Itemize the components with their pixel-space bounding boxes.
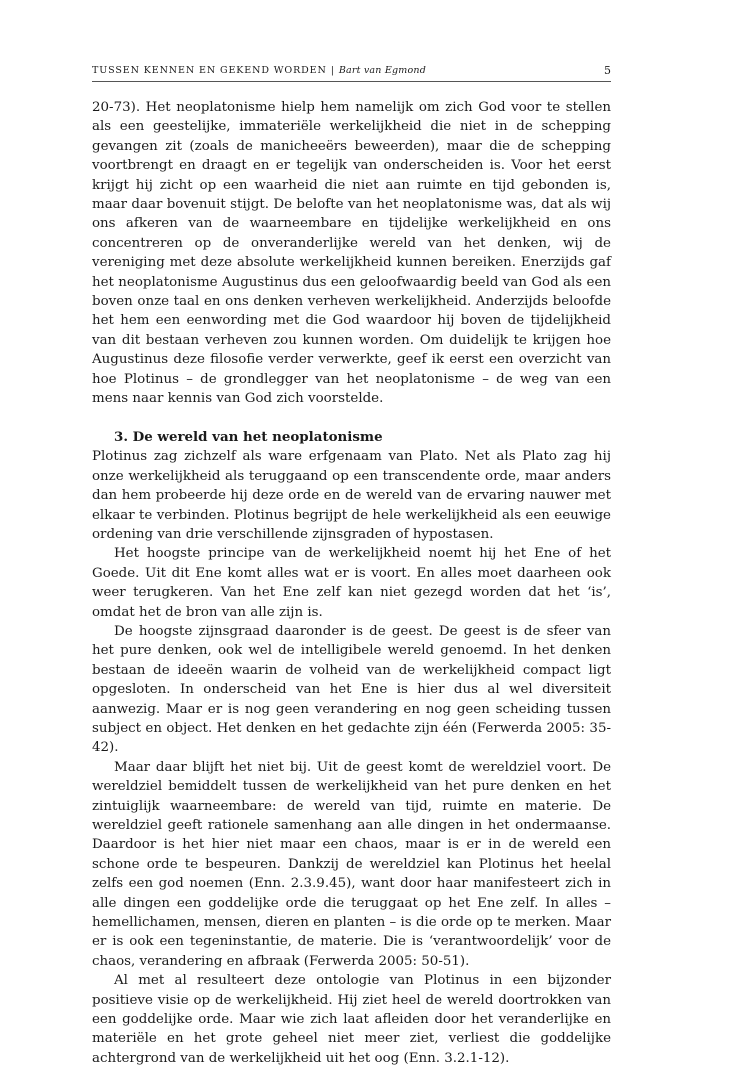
body-text bbox=[92, 98, 611, 1068]
paragraph-3: Het hoogste principe van de werkelijkheid noemt hij het Ene of het Goede. Uit dit Ene komt alles wat er is voort. En alles moet daarheen ook weer terugkeren. Van het Ene zelf kan niet gezegd worden dat het ‘is’, omdat het de bron van alle zijn is. bbox=[92, 546, 611, 620]
page-number: 5 bbox=[604, 64, 611, 77]
paragraph-4: De hoogste zijnsgraad daaronder is de geest. De geest is de sfeer van het pure denken, ook wel de intelligibele wereld genoemd. In het denken bestaan de ideeën waarin de volheid van de werkelijkheid compact ligt opgesloten. In onderscheid van het Ene is hier dus al wel diversiteit aanwezig. Maar er is nog geen verandering en nog geen scheiding tussen subject en object. Het denken en het gedachte zijn één (Ferwerda 2005: 35-42). bbox=[92, 623, 611, 756]
header-separator: | bbox=[330, 65, 335, 76]
running-title: TUSSEN KENNEN EN GEKEND WORDEN bbox=[92, 65, 327, 76]
section-heading: 3. De wereld van het neoplatonisme bbox=[114, 428, 383, 445]
paragraph-5: Maar daar blijft het niet bij. Uit de geest komt de wereldziel voort. De wereldziel bemiddelt tussen de werkelijkheid van het pure denken en het zintuiglijk waarneembare: de wereld van tijd, ruimte en materie. De wereldziel geeft rationele samenhang aan alle dingen in het ondermaanse. Daardoor is het hier niet maar een chaos, maar is er in de wereld een schone orde te bespeuren. Dankzij de wereldziel kan Plotinus het heelal zelfs een god noemen (Enn. 2.3.9.45), want door haar manifesteert zich in alle dingen een goddelijke orde die teruggaat op het Ene zelf. In alles – hemellichamen, mensen, dieren en planten – is die orde op te merken. Maar er is ook een tegeninstantie, de materie. Die is ‘verantwoordelijk’ voor de chaos, verandering en afbraak (Ferwerda 2005: 50-51). bbox=[92, 759, 611, 969]
paragraph-6: Al met al resulteert deze ontologie van Plotinus in een bijzonder positieve visie op de werkelijkheid. Hij ziet heel de wereld doortrokken van een goddelijke orde. Maar wie zich laat afleiden door het veranderlijke en materiële en het grote geheel niet meer ziet, verliest die goddelijke achtergrond van de werkelijkheid uit het oog (Enn. 3.2.1-12). bbox=[92, 973, 611, 1066]
paragraph-1: 20-73). Het neoplatonisme hielp hem namelijk om zich God voor te stellen als een geestelijke, immateriële werkelijkheid die niet in de schepping gevangen zit (zoals de manicheeërs beweerden), maar die de schepping voortbrengt en draagt en er tegelijk van onderscheiden is. Voor het eerst krijgt hij zicht op een waarheid die niet aan ruimte en tijd gebonden is, maar daar bovenuit stijgt. De belofte van het neoplatonisme was, dat als wij ons afkeren van de waarneembare en tijdelijke werkelijkheid en ons concentreren op de onveranderlijke wereld van het denken, wij de vereniging met deze absolute werkelijkheid kunnen bereiken. Enerzijds gaf het neoplatonisme Augustinus dus een geloofwaardig beeld van God als een boven onze taal en ons denken verheven werkelijkheid. Anderzijds beloofde het hem een eenwording met die God waardoor hij boven de tijdelijkheid van dit bestaan verheven zou kunnen worden. Om duidelijk te krijgen hoe Augustinus deze filosofie verder verwerkte, geef ik eerst een overzicht van hoe Plotinus – de grondlegger van het neoplatonisme – de weg van een mens naar kennis van God zich voorstelde. bbox=[92, 100, 611, 407]
paragraph-2: Plotinus zag zichzelf als ware erfgenaam van Plato. Net als Plato zag hij onze werkelijkheid als teruggaand op een transcendente orde, maar anders dan hem probeerde hij deze orde en de wereld van de ervaring nauwer met elkaar te verbinden. Plotinus begrijpt de hele werkelijkheid als een eeuwige ordening van drie verschillende zijnsgraden of hypostasen. bbox=[92, 449, 611, 542]
running-header bbox=[92, 64, 611, 80]
author-name: Bart van Egmond bbox=[338, 65, 426, 76]
header-rule bbox=[92, 81, 611, 82]
